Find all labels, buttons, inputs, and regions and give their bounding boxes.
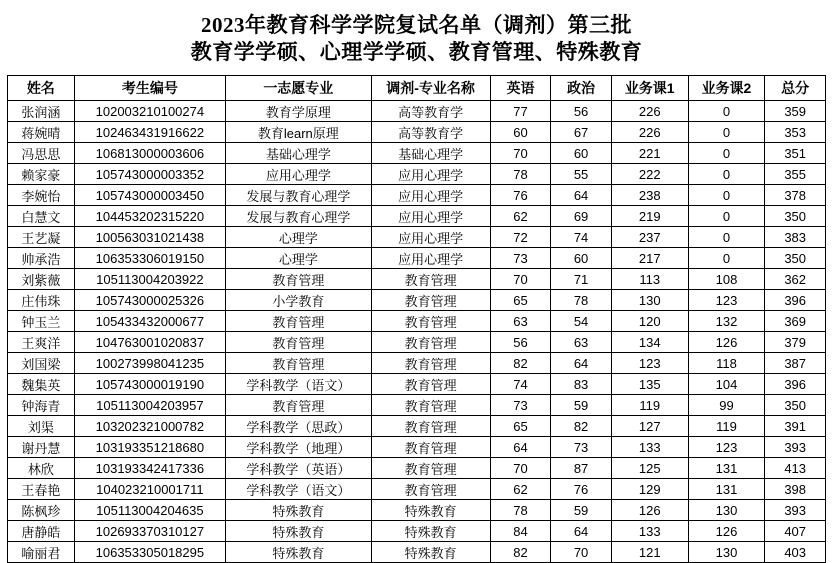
cell-name: 陈枫珍	[8, 500, 75, 521]
cell-value: 高等教育学	[371, 122, 490, 143]
cell-value: 0	[688, 143, 765, 164]
cell-value: 54	[551, 311, 612, 332]
cell-value: 133	[611, 521, 688, 542]
cell-value: 70	[490, 458, 551, 479]
cell-value: 0	[688, 101, 765, 122]
cell-value: 217	[611, 248, 688, 269]
cell-value: 226	[611, 101, 688, 122]
cell-value: 119	[611, 395, 688, 416]
cell-value: 教育管理	[371, 311, 490, 332]
cell-value: 82	[490, 542, 551, 563]
table-row	[8, 542, 826, 563]
cell-value: 135	[611, 374, 688, 395]
cell-value: 396	[765, 374, 826, 395]
cell-candidate-id: 105743000025326	[74, 290, 225, 311]
table-row	[8, 500, 826, 521]
cell-value: 222	[611, 164, 688, 185]
table-row	[8, 206, 826, 227]
cell-value: 383	[765, 227, 826, 248]
cell-value: 基础心理学	[371, 143, 490, 164]
table-row	[8, 164, 826, 185]
cell-value: 126	[688, 332, 765, 353]
cell-name: 王艺凝	[8, 227, 75, 248]
cell-value: 特殊教育	[371, 500, 490, 521]
title-line-1: 2023年教育科学学院复试名单（调剂）第三批	[201, 13, 632, 37]
table-row	[8, 311, 826, 332]
cell-candidate-id: 103202321000782	[74, 416, 225, 437]
cell-value: 126	[611, 500, 688, 521]
cell-value: 123	[688, 437, 765, 458]
document-title	[0, 0, 833, 66]
cell-value: 0	[688, 248, 765, 269]
cell-value: 403	[765, 542, 826, 563]
table-row	[8, 458, 826, 479]
cell-value: 387	[765, 353, 826, 374]
cell-value: 99	[688, 395, 765, 416]
cell-value: 238	[611, 185, 688, 206]
cell-value: 73	[490, 395, 551, 416]
cell-value: 104	[688, 374, 765, 395]
cell-value: 396	[765, 290, 826, 311]
cell-value: 78	[490, 500, 551, 521]
cell-value: 130	[611, 290, 688, 311]
cell-value: 237	[611, 227, 688, 248]
cell-value: 77	[490, 101, 551, 122]
cell-value: 教育管理	[226, 269, 371, 290]
table-row	[8, 227, 826, 248]
cell-name: 白慧文	[8, 206, 75, 227]
cell-value: 64	[551, 185, 612, 206]
cell-value: 369	[765, 311, 826, 332]
table-header-row	[8, 76, 826, 101]
cell-value: 学科教学（语文）	[226, 479, 371, 500]
cell-value: 120	[611, 311, 688, 332]
cell-value: 351	[765, 143, 826, 164]
cell-value: 发展与教育心理学	[226, 185, 371, 206]
cell-value: 63	[551, 332, 612, 353]
cell-value: 63	[490, 311, 551, 332]
table-row	[8, 269, 826, 290]
cell-name: 钟海青	[8, 395, 75, 416]
table-row	[8, 290, 826, 311]
cell-candidate-id: 105113004203957	[74, 395, 225, 416]
column-header: 政治	[551, 76, 612, 101]
table-row	[8, 143, 826, 164]
cell-value: 70	[490, 269, 551, 290]
cell-value: 教育管理	[226, 353, 371, 374]
cell-value: 高等教育学	[371, 101, 490, 122]
cell-candidate-id: 103193342417336	[74, 458, 225, 479]
cell-candidate-id: 105113004203922	[74, 269, 225, 290]
cell-name: 王爽洋	[8, 332, 75, 353]
table-row	[8, 395, 826, 416]
cell-value: 129	[611, 479, 688, 500]
cell-value: 71	[551, 269, 612, 290]
cell-name: 刘渠	[8, 416, 75, 437]
cell-value: 353	[765, 122, 826, 143]
cell-value: 350	[765, 395, 826, 416]
cell-value: 78	[490, 164, 551, 185]
cell-value: 82	[490, 353, 551, 374]
cell-value: 教育学原理	[226, 101, 371, 122]
cell-value: 78	[551, 290, 612, 311]
cell-name: 张润涵	[8, 101, 75, 122]
cell-name: 魏集英	[8, 374, 75, 395]
column-header: 总分	[765, 76, 826, 101]
table-row	[8, 416, 826, 437]
cell-name: 蒋婉晴	[8, 122, 75, 143]
cell-value: 教育管理	[371, 353, 490, 374]
cell-candidate-id: 106353306019150	[74, 248, 225, 269]
cell-value: 心理学	[226, 248, 371, 269]
cell-value: 378	[765, 185, 826, 206]
cell-value: 教育管理	[371, 290, 490, 311]
cell-value: 108	[688, 269, 765, 290]
cell-value: 73	[490, 248, 551, 269]
cell-value: 131	[688, 458, 765, 479]
cell-value: 65	[490, 290, 551, 311]
cell-value: 74	[551, 227, 612, 248]
cell-value: 0	[688, 185, 765, 206]
table-body	[8, 101, 826, 563]
cell-value: 特殊教育	[371, 521, 490, 542]
table-row	[8, 353, 826, 374]
cell-value: 教育管理	[371, 269, 490, 290]
cell-value: 教育管理	[371, 437, 490, 458]
table-row	[8, 521, 826, 542]
cell-value: 362	[765, 269, 826, 290]
cell-candidate-id: 104453202315220	[74, 206, 225, 227]
cell-name: 王春艳	[8, 479, 75, 500]
cell-value: 76	[490, 185, 551, 206]
cell-value: 0	[688, 206, 765, 227]
cell-value: 113	[611, 269, 688, 290]
cell-candidate-id: 106813000003606	[74, 143, 225, 164]
cell-value: 126	[688, 521, 765, 542]
cell-value: 特殊教育	[226, 500, 371, 521]
cell-candidate-id: 106353305018295	[74, 542, 225, 563]
cell-value: 教育learn原理	[226, 122, 371, 143]
cell-value: 123	[611, 353, 688, 374]
cell-value: 226	[611, 122, 688, 143]
cell-value: 87	[551, 458, 612, 479]
cell-value: 学科教学（地理）	[226, 437, 371, 458]
cell-value: 350	[765, 248, 826, 269]
cell-value: 教育管理	[226, 311, 371, 332]
cell-value: 60	[551, 143, 612, 164]
cell-name: 林欣	[8, 458, 75, 479]
cell-value: 学科教学（语文）	[226, 374, 371, 395]
cell-value: 教育管理	[226, 395, 371, 416]
cell-value: 基础心理学	[226, 143, 371, 164]
cell-candidate-id: 102463431916622	[74, 122, 225, 143]
cell-name: 冯思思	[8, 143, 75, 164]
cell-value: 130	[688, 542, 765, 563]
column-header: 业务课1	[611, 76, 688, 101]
cell-value: 教育管理	[371, 332, 490, 353]
column-header: 姓名	[8, 76, 75, 101]
cell-name: 庄伟珠	[8, 290, 75, 311]
table-row	[8, 374, 826, 395]
cell-candidate-id: 100563031021438	[74, 227, 225, 248]
table-row	[8, 122, 826, 143]
cell-value: 84	[490, 521, 551, 542]
cell-value: 小学教育	[226, 290, 371, 311]
cell-value: 121	[611, 542, 688, 563]
cell-value: 64	[551, 353, 612, 374]
cell-value: 131	[688, 479, 765, 500]
cell-value: 应用心理学	[371, 164, 490, 185]
cell-value: 221	[611, 143, 688, 164]
cell-value: 发展与教育心理学	[226, 206, 371, 227]
cell-candidate-id: 100273998041235	[74, 353, 225, 374]
cell-value: 355	[765, 164, 826, 185]
cell-value: 55	[551, 164, 612, 185]
cell-candidate-id: 103193351218680	[74, 437, 225, 458]
cell-value: 413	[765, 458, 826, 479]
cell-value: 73	[551, 437, 612, 458]
cell-value: 70	[490, 143, 551, 164]
cell-candidate-id: 102693370310127	[74, 521, 225, 542]
cell-value: 应用心理学	[226, 164, 371, 185]
cell-value: 0	[688, 164, 765, 185]
cell-value: 350	[765, 206, 826, 227]
cell-value: 134	[611, 332, 688, 353]
cell-value: 学科教学（思政）	[226, 416, 371, 437]
admissions-table	[7, 75, 826, 563]
cell-value: 应用心理学	[371, 248, 490, 269]
cell-value: 379	[765, 332, 826, 353]
cell-name: 喻丽君	[8, 542, 75, 563]
table-row	[8, 248, 826, 269]
cell-value: 0	[688, 122, 765, 143]
cell-value: 学科教学（英语）	[226, 458, 371, 479]
cell-value: 60	[551, 248, 612, 269]
table-row	[8, 332, 826, 353]
cell-value: 心理学	[226, 227, 371, 248]
table-row	[8, 437, 826, 458]
cell-value: 教育管理	[371, 416, 490, 437]
cell-value: 83	[551, 374, 612, 395]
cell-candidate-id: 104763001020837	[74, 332, 225, 353]
cell-value: 教育管理	[371, 479, 490, 500]
cell-value: 教育管理	[371, 395, 490, 416]
column-header: 一志愿专业	[226, 76, 371, 101]
cell-candidate-id: 105743000003352	[74, 164, 225, 185]
cell-name: 钟玉兰	[8, 311, 75, 332]
cell-value: 62	[490, 479, 551, 500]
table-row	[8, 479, 826, 500]
cell-value: 特殊教育	[226, 542, 371, 563]
cell-value: 59	[551, 500, 612, 521]
cell-value: 72	[490, 227, 551, 248]
cell-value: 119	[688, 416, 765, 437]
cell-value: 应用心理学	[371, 206, 490, 227]
cell-value: 123	[688, 290, 765, 311]
column-header: 调剂-专业名称	[371, 76, 490, 101]
column-header: 英语	[490, 76, 551, 101]
cell-value: 76	[551, 479, 612, 500]
cell-value: 74	[490, 374, 551, 395]
cell-value: 359	[765, 101, 826, 122]
cell-value: 219	[611, 206, 688, 227]
cell-value: 64	[551, 521, 612, 542]
cell-candidate-id: 105433432000677	[74, 311, 225, 332]
cell-candidate-id: 105743000019190	[74, 374, 225, 395]
column-header: 业务课2	[688, 76, 765, 101]
cell-value: 67	[551, 122, 612, 143]
title-line-2: 教育学学硕、心理学学硕、教育管理、特殊教育	[190, 40, 643, 64]
cell-value: 69	[551, 206, 612, 227]
cell-name: 谢丹慧	[8, 437, 75, 458]
cell-name: 赖家豪	[8, 164, 75, 185]
cell-value: 118	[688, 353, 765, 374]
cell-value: 应用心理学	[371, 185, 490, 206]
cell-value: 407	[765, 521, 826, 542]
cell-value: 教育管理	[226, 332, 371, 353]
cell-value: 56	[490, 332, 551, 353]
cell-value: 82	[551, 416, 612, 437]
table-row	[8, 101, 826, 122]
cell-value: 133	[611, 437, 688, 458]
cell-candidate-id: 102003210100274	[74, 101, 225, 122]
cell-value: 0	[688, 227, 765, 248]
cell-value: 教育管理	[371, 374, 490, 395]
cell-name: 帅承浩	[8, 248, 75, 269]
cell-value: 127	[611, 416, 688, 437]
cell-value: 393	[765, 437, 826, 458]
cell-value: 393	[765, 500, 826, 521]
cell-candidate-id: 104023210001711	[74, 479, 225, 500]
cell-name: 唐静皓	[8, 521, 75, 542]
cell-candidate-id: 105743000003450	[74, 185, 225, 206]
cell-value: 65	[490, 416, 551, 437]
cell-value: 特殊教育	[371, 542, 490, 563]
cell-candidate-id: 105113004204635	[74, 500, 225, 521]
cell-name: 刘紫薇	[8, 269, 75, 290]
column-header: 考生编号	[74, 76, 225, 101]
cell-value: 59	[551, 395, 612, 416]
cell-value: 398	[765, 479, 826, 500]
cell-value: 64	[490, 437, 551, 458]
cell-value: 62	[490, 206, 551, 227]
cell-value: 教育管理	[371, 458, 490, 479]
cell-name: 刘国梁	[8, 353, 75, 374]
cell-name: 李婉怡	[8, 185, 75, 206]
cell-value: 70	[551, 542, 612, 563]
cell-value: 60	[490, 122, 551, 143]
cell-value: 应用心理学	[371, 227, 490, 248]
cell-value: 391	[765, 416, 826, 437]
cell-value: 132	[688, 311, 765, 332]
cell-value: 130	[688, 500, 765, 521]
table-row	[8, 185, 826, 206]
cell-value: 56	[551, 101, 612, 122]
cell-value: 特殊教育	[226, 521, 371, 542]
cell-value: 125	[611, 458, 688, 479]
